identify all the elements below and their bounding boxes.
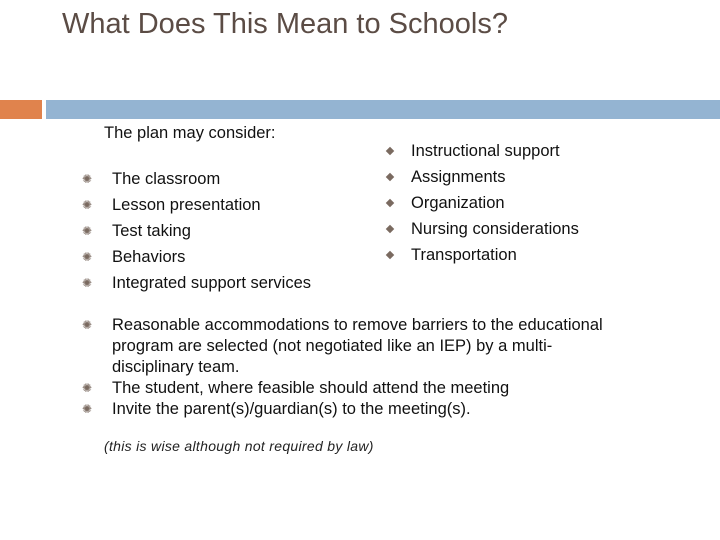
star-bullet-icon: ✺ (82, 198, 93, 212)
star-bullet-icon: ✺ (82, 172, 93, 186)
item-text: Nursing considerations (411, 220, 579, 238)
accent-bar-orange (0, 100, 42, 119)
list-item (411, 164, 579, 190)
list-item (411, 190, 579, 216)
list-item (82, 270, 312, 296)
star-bullet-icon: ✺ (82, 381, 93, 395)
lead-text: The plan may consider: (104, 124, 276, 142)
star-bullet-icon: ✺ (82, 318, 93, 332)
note-text: (this is wise although not required by law) (104, 438, 374, 454)
item-text: Assignments (411, 168, 506, 186)
list-item (82, 192, 311, 218)
list-item (411, 216, 579, 242)
list-item (82, 399, 632, 420)
list-item (82, 218, 311, 244)
item-text: The classroom (112, 170, 221, 188)
diamond-bullet-icon (386, 199, 394, 207)
slide-title: What Does This Mean to Schools? (62, 8, 508, 40)
item-text: Test taking (112, 222, 191, 240)
item-text: Lesson presentation (112, 196, 261, 214)
diamond-bullet-icon (386, 225, 394, 233)
star-bullet-icon: ✺ (82, 276, 93, 290)
right-list (411, 138, 579, 268)
item-text: Invite the parent(s)/guardian(s) to the meeting(s). (112, 400, 471, 418)
item-text: Reasonable accommodations to remove barriers to the educational program are selected (not negotiated like an IEP) by a multi-disciplinary team. (112, 316, 603, 376)
list-item (82, 244, 311, 270)
list-item (82, 378, 632, 399)
accent-bar-blue (46, 100, 720, 119)
item-text: Organization (411, 194, 505, 212)
item-text: Instructional support (411, 142, 560, 160)
star-bullet-icon: ✺ (82, 224, 93, 238)
list-item (411, 138, 579, 164)
diamond-bullet-icon (386, 173, 394, 181)
left-list (82, 166, 312, 296)
item-text: The student, where feasible should attend the meeting (112, 379, 510, 397)
diamond-bullet-icon (386, 251, 394, 259)
diamond-bullet-icon (386, 147, 394, 155)
list-item (411, 242, 579, 268)
star-bullet-icon: ✺ (82, 402, 93, 416)
list-item (82, 166, 311, 192)
item-text: Transportation (411, 246, 517, 264)
item-text: Behaviors (112, 248, 186, 266)
star-bullet-icon: ✺ (82, 250, 93, 264)
list-item (82, 315, 632, 378)
item-text: Integrated support services (112, 274, 312, 292)
bottom-list (82, 315, 632, 420)
